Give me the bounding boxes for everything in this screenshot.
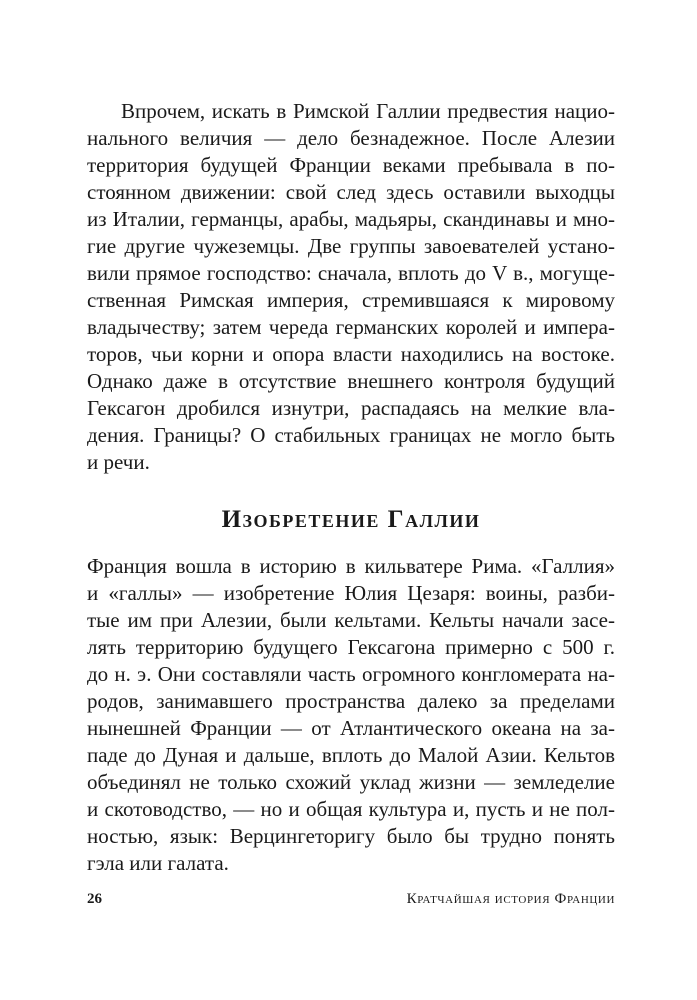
text-line: торов, чьи корни и опора власти находились на востоке.: [87, 342, 615, 366]
text-line: Однако даже в отсутствие внешнего контроля будущий: [87, 369, 615, 393]
text-line: гэла или галата.: [87, 851, 229, 875]
text-line: и скотоводство, — но и общая культура и, пусть и не пол-: [87, 797, 615, 821]
page-footer: [87, 888, 615, 910]
page-body: [87, 98, 615, 877]
paragraph-2: [87, 553, 615, 877]
text-line: до н. э. Они составляли часть огромного конгломерата на-: [87, 662, 615, 686]
text-line: территория будущей Франции веками пребывала в по-: [87, 153, 615, 177]
text-line: вили прямое господство: сначала, вплоть до V в., могуще-: [87, 261, 615, 285]
text-line: тые им при Алезии, были кельтами. Кельты начали засе-: [87, 608, 615, 632]
text-line: стоянном движении: свой след здесь оставили выходцы: [87, 180, 615, 204]
text-line: Впрочем, искать в Римской Галлии предвестия нацио-: [121, 99, 615, 123]
text-line: гие другие чужеземцы. Две группы завоевателей устано-: [87, 234, 615, 258]
text-line: родов, занимавшего пространства далеко за пределами: [87, 689, 615, 713]
text-line: лять территорию будущего Гексагона примерно с 500 г.: [87, 635, 615, 659]
text-line: Гексагон дробился изнутри, распадаясь на мелкие вла-: [87, 396, 615, 420]
text-line: нального величия — дело безнадежное. После Алезии: [87, 126, 615, 150]
text-line: дения. Границы? О стабильных границах не могло быть: [87, 423, 615, 447]
running-title: Кратчайшая история Франции: [406, 891, 615, 907]
text-line: ностью, язык: Верцингеторигу было бы трудно понять: [87, 824, 615, 848]
text-line: ственная Римская империя, стремившаяся к мировому: [87, 288, 615, 312]
text-line: владычеству; затем череда германских королей и импера-: [87, 315, 615, 339]
text-line: и «галлы» — изобретение Юлия Цезаря: воины, разби-: [87, 581, 615, 605]
text-line: из Италии, германцы, арабы, мадьяры, скандинавы и мно-: [87, 207, 615, 231]
text-line: объединял не только схожий уклад жизни — земледелие: [87, 770, 615, 794]
text-line: паде до Дуная и дальше, вплоть до Малой Азии. Кельтов: [87, 743, 615, 767]
page-number: 26: [87, 891, 102, 907]
text-line: нынешней Франции — от Атлантического океана на за-: [87, 716, 615, 740]
text-line: Франция вошла в историю в кильватере Рима. «Галлия»: [87, 554, 615, 578]
paragraph-1: [87, 98, 615, 476]
text-line: и речи.: [87, 450, 150, 474]
section-heading: Изобретение Галлии: [221, 506, 481, 533]
